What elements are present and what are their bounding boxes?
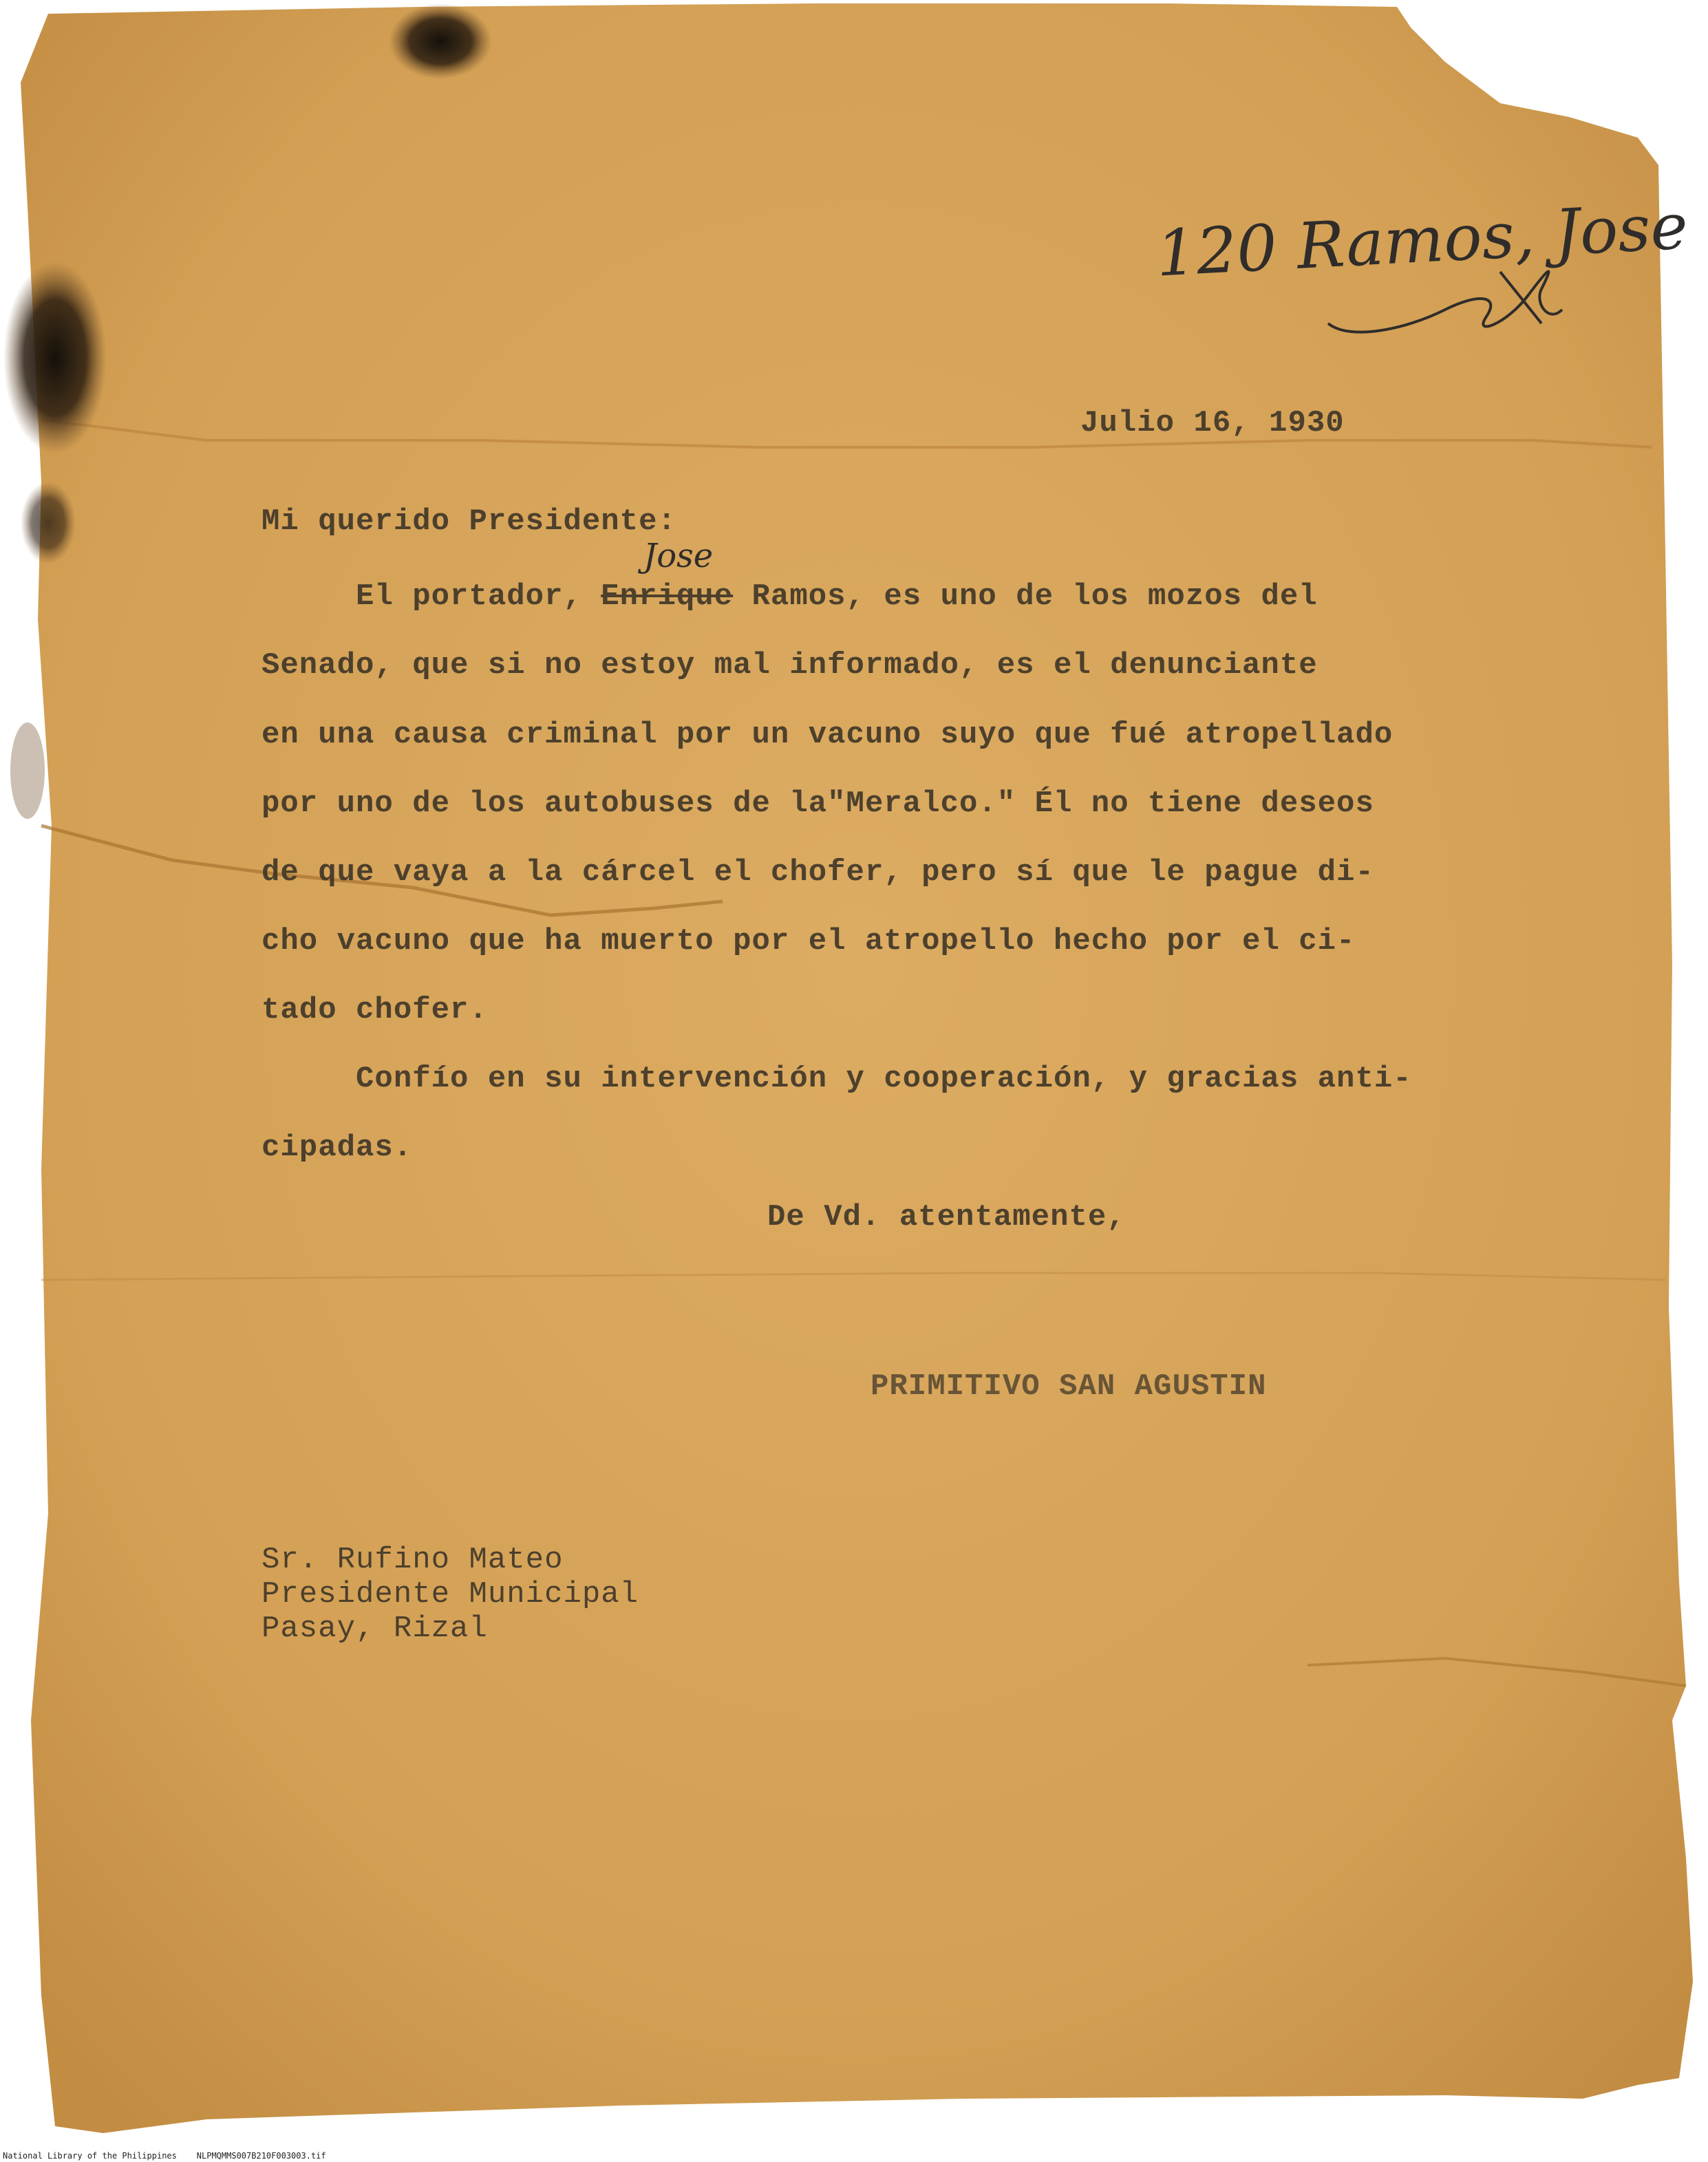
- footer-library: National Library of the Philippines: [3, 2151, 177, 2161]
- burn-mark-left-lower: [21, 482, 76, 564]
- letter-signature: PRIMITIVO SAN AGUSTIN: [871, 1369, 1267, 1404]
- body-line-1: [261, 579, 1318, 614]
- addressee-line-3: Pasay, Rizal: [261, 1612, 488, 1646]
- letter-date: Julio 16, 1930: [1080, 406, 1345, 440]
- addressee-line-1: Sr. Rufino Mateo: [261, 1543, 564, 1577]
- struck-name: Enrique: [601, 579, 734, 614]
- burn-mark-left: [3, 261, 107, 454]
- body-line-6: cho vacuno que ha muerto por el atropello hecho por el ci-: [261, 924, 1356, 959]
- body-line-2: Senado, que si no estoy mal informado, es el denunciante: [261, 648, 1318, 683]
- body-line-1-prefix: El portador,: [261, 579, 601, 614]
- body-line-4: por uno de los autobuses de la"Meralco." Él no tiene deseos: [261, 786, 1374, 821]
- body-line-1-suffix: Ramos, es uno de los mozos del: [733, 579, 1318, 614]
- body-line-7: tado chofer.: [261, 993, 488, 1027]
- annotation-name: Ramos, Jose: [1295, 189, 1690, 283]
- footer-filename: NLPMQMMS007B210F003003.tif: [196, 2151, 326, 2161]
- body-line-5: de que vaya a la cárcel el chofer, pero sí que le pague di-: [261, 855, 1374, 890]
- archive-footer: [3, 2151, 326, 2161]
- inserted-name: Jose: [643, 537, 714, 575]
- body-line-9: cipadas.: [261, 1131, 413, 1165]
- body-line-3: en una causa criminal por un vacuno suyo que fué atropellado: [261, 718, 1394, 752]
- letter-salutation: Mi querido Presidente:: [261, 504, 676, 539]
- annotation-number: 120: [1154, 211, 1279, 291]
- file-annotation: [1070, 116, 1694, 368]
- burn-mark-top: [389, 3, 492, 79]
- letter-closing: De Vd. atentamente,: [767, 1200, 1126, 1234]
- stain-left-edge: [10, 723, 45, 819]
- addressee-line-2: Presidente Municipal: [261, 1577, 639, 1612]
- body-line-8: Confío en su intervención y cooperación, y gracias anti-: [261, 1062, 1412, 1096]
